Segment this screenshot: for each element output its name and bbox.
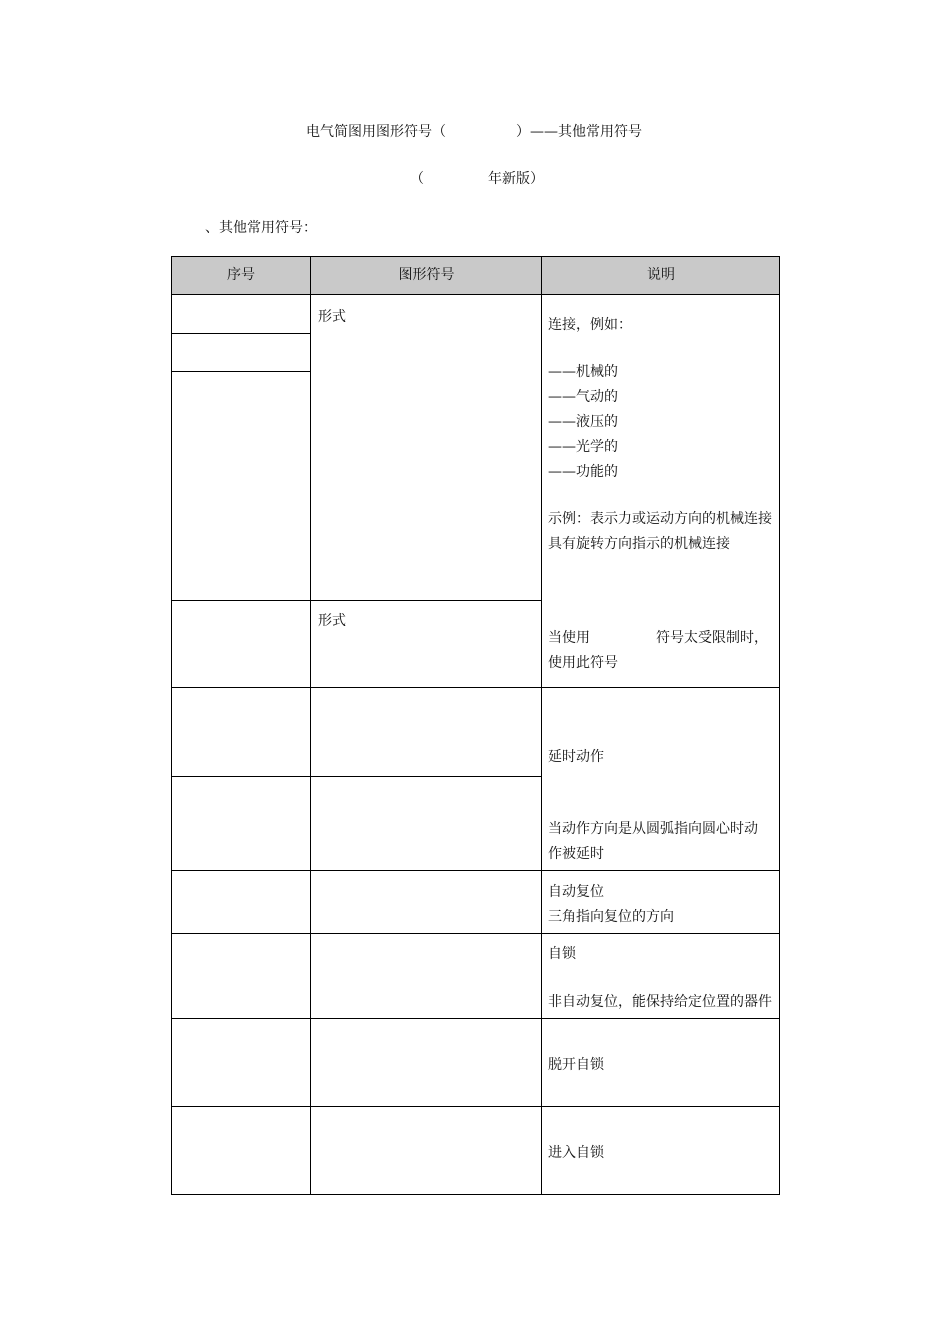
desc-enter-lock: 进入自锁 [548, 1145, 604, 1161]
header-symbol: 图形符号 [398, 267, 455, 283]
subtitle-open-paren: （ [410, 171, 424, 187]
desc-unlock: 脱开自锁 [548, 1057, 604, 1073]
section-heading: 、其他常用符号： [205, 220, 317, 236]
desc-delay: 延时动作 [548, 749, 604, 765]
form-label-1: 形式 [318, 309, 346, 325]
header-index: 序号 [227, 267, 255, 283]
header-description: 说明 [647, 267, 675, 283]
page-title-part1: 电气简图用图形符号（ [306, 124, 446, 140]
page-title-part2: ）——其他常用符号 [516, 124, 642, 140]
subtitle-text: 年新版） [488, 171, 544, 187]
form-label-2: 形式 [318, 613, 346, 629]
